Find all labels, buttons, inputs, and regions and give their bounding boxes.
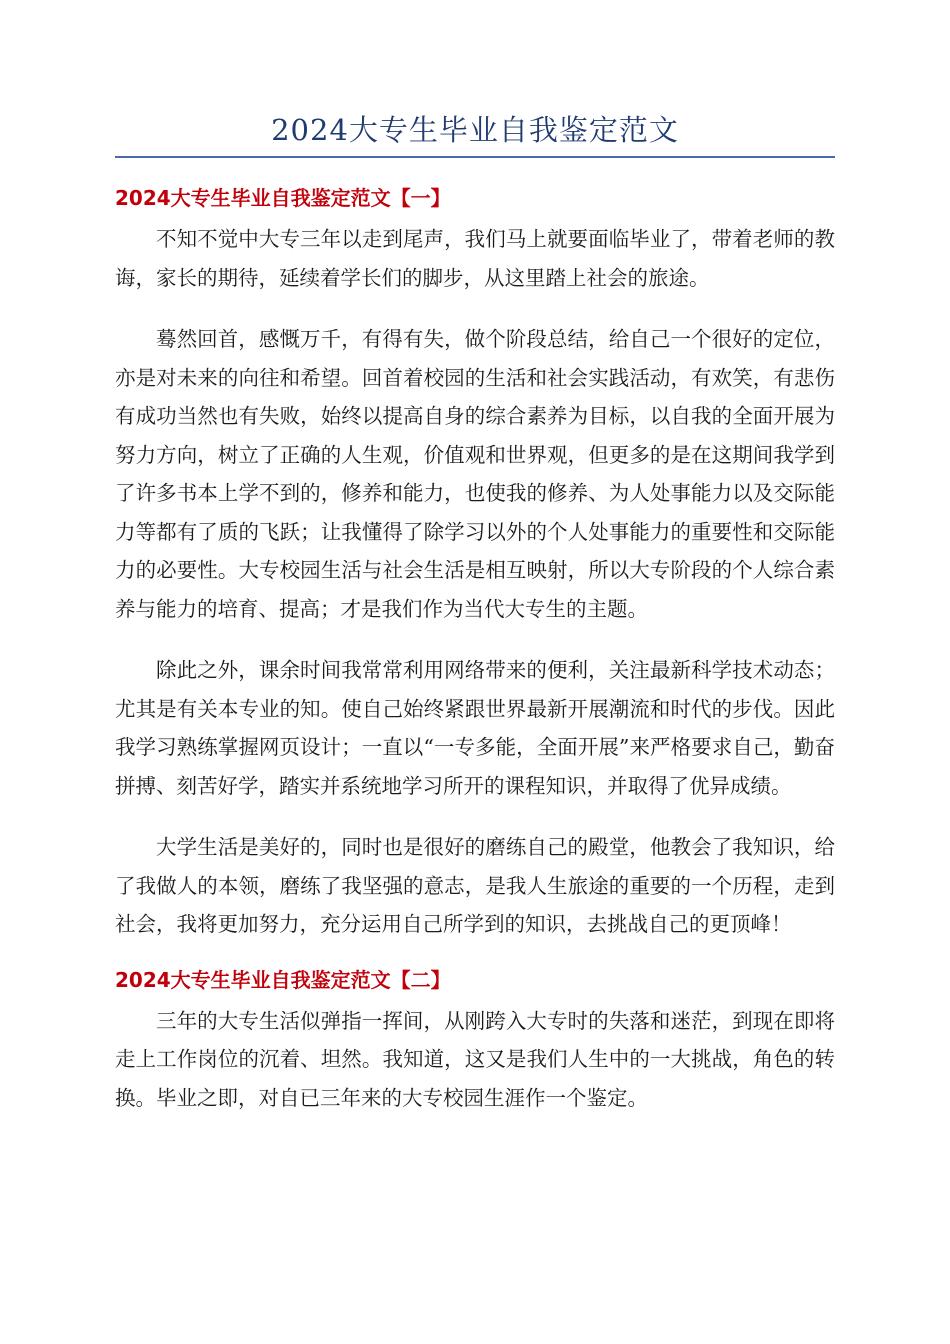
paragraph: 三年的大专生活似弹指一挥间，从刚跨入大专时的失落和迷茫，到现在即将走上工作岗位的沉着、坦然。我知道，这又是我们人生中的一大挑战，角色的转换。毕业之即，对自已三年来的大专校园生涯作一个鉴定。 xyxy=(115,1008,835,1110)
section-heading: 2024大专生毕业自我鉴定范文【一】 xyxy=(115,186,451,210)
section-one xyxy=(115,184,835,944)
document-title: 2024大专生毕业自我鉴定范文 xyxy=(271,113,679,147)
section-two xyxy=(115,966,835,1118)
document-page xyxy=(115,108,835,1117)
title-underline xyxy=(115,156,835,158)
paragraph: 大学生活是美好的，同时也是很好的磨练自己的殿堂，他教会了我知识，给了我做人的本领，磨练了我坚强的意志，是我人生旅途的重要的一个历程，走到社会，我将更加努力，充分运用自己所学到的知识，去挑战自己的更顶峰！ xyxy=(115,835,835,936)
paragraph: 不知不觉中大专三年以走到尾声，我们马上就要面临毕业了，带着老师的教诲，家长的期待，延续着学长们的脚步，从这里踏上社会的旅途。 xyxy=(115,227,835,290)
paragraph: 除此之外，课余时间我常常利用网络带来的便利，关注最新科学技术动态；尤其是有关本专业的知。使自己始终紧跟世界最新开展潮流和时代的步伐。因此我学习熟练掌握网页设计；一直以“一专多能，全面开展”来严格要求自己，勤奋拼搏、刻苦好学，踏实并系统地学习所开的课程知识，并取得了优异成绩。 xyxy=(115,658,835,798)
section-heading: 2024大专生毕业自我鉴定范文【二】 xyxy=(115,967,451,992)
paragraph: 蓦然回首，感慨万千，有得有失，做个阶段总结，给自己一个很好的定位，亦是对未来的向往和希望。回首着校园的生活和社会实践活动，有欢笑，有悲伤有成功当然也有失败，始终以提高自身的综合素养为目标，以自我的全面开展为努力方向，树立了正确的人生观，价值观和世界观，但更多的是在这期间我学到了许多书本上学不到的，修养和能力，也使我的修养、为人处事能力以及交际能力等都有了质的飞跃；让我懂得了除学习以外的个人处事能力的重要性和交际能力的必要性。大专校园生活与社会生活是相互映射，所以大专阶段的个人综合素养与能力的培育、提高；才是我们作为当代大专生的主题。 xyxy=(115,327,835,621)
